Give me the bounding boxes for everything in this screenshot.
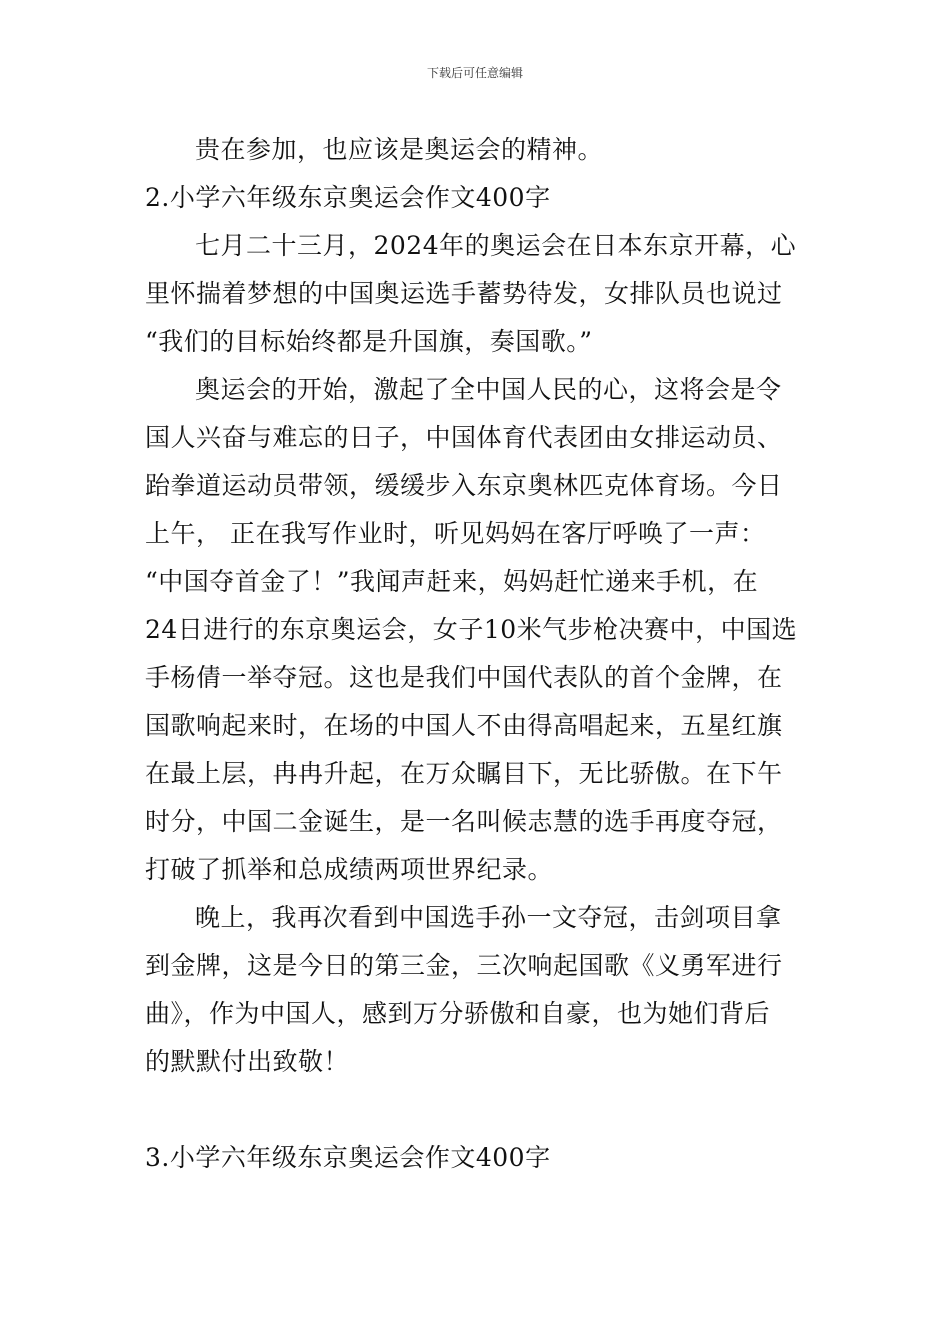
blank-line <box>145 1086 810 1134</box>
paragraph-line: 24日进行的东京奥运会，女子10米气步枪决赛中，中国选 <box>145 615 798 644</box>
paragraph-line: 里怀揣着梦想的中国奥运选手蓄势待发，女排队员也说过 <box>145 279 783 308</box>
document-body <box>145 126 810 1182</box>
paragraph-line: “中国夺首金了！”我闻声赶来，妈妈赶忙递来手机，在 <box>145 567 759 596</box>
paragraph-line: 贵在参加，也应该是奥运会的精神。 <box>195 135 604 164</box>
section-heading: 3.小学六年级东京奥运会作文400字 <box>145 1143 551 1172</box>
paragraph-line: 到金牌，这是今日的第三金，三次响起国歌《义勇军进行 <box>145 951 783 980</box>
paragraph-line: 奥运会的开始，激起了全中国人民的心，这将会是令 <box>195 375 782 404</box>
paragraph-line: 时分，中国二金诞生，是一名叫候志慧的选手再度夺冠， <box>145 807 783 836</box>
section-heading: 2.小学六年级东京奥运会作文400字 <box>145 183 551 212</box>
paragraph-line: 手杨倩一举夺冠。这也是我们中国代表队的首个金牌，在 <box>145 663 783 692</box>
paragraph-line: 上午， 正在我写作业时，听见妈妈在客厅呼唤了一声： <box>145 519 766 548</box>
paragraph-line: 打破了抓举和总成绩两项世界纪录。 <box>145 855 554 884</box>
paragraph-line: 七月二十三月，2024年的奥运会在日本东京开幕，心 <box>195 231 797 260</box>
page-header-note: 下载后可任意编辑 <box>426 66 523 80</box>
paragraph-line: 的默默付出致敬！ <box>145 1047 350 1076</box>
paragraph-line: 晚上，我再次看到中国选手孙一文夺冠，击剑项目拿 <box>195 903 782 932</box>
paragraph-line: “我们的目标始终都是升国旗，奏国歌。” <box>145 327 593 356</box>
paragraph-line: 跆拳道运动员带领，缓缓步入东京奥林匹克体育场。今日 <box>145 471 783 500</box>
paragraph-line: 国歌响起来时，在场的中国人不由得高唱起来，五星红旗 <box>145 711 783 740</box>
paragraph-line: 在最上层，冉冉升起，在万众瞩目下，无比骄傲。在下午 <box>145 759 783 788</box>
paragraph-line: 国人兴奋与难忘的日子，中国体育代表团由女排运动员、 <box>145 423 783 452</box>
paragraph-line: 曲》，作为中国人，感到万分骄傲和自豪，也为她们背后 <box>145 999 771 1028</box>
